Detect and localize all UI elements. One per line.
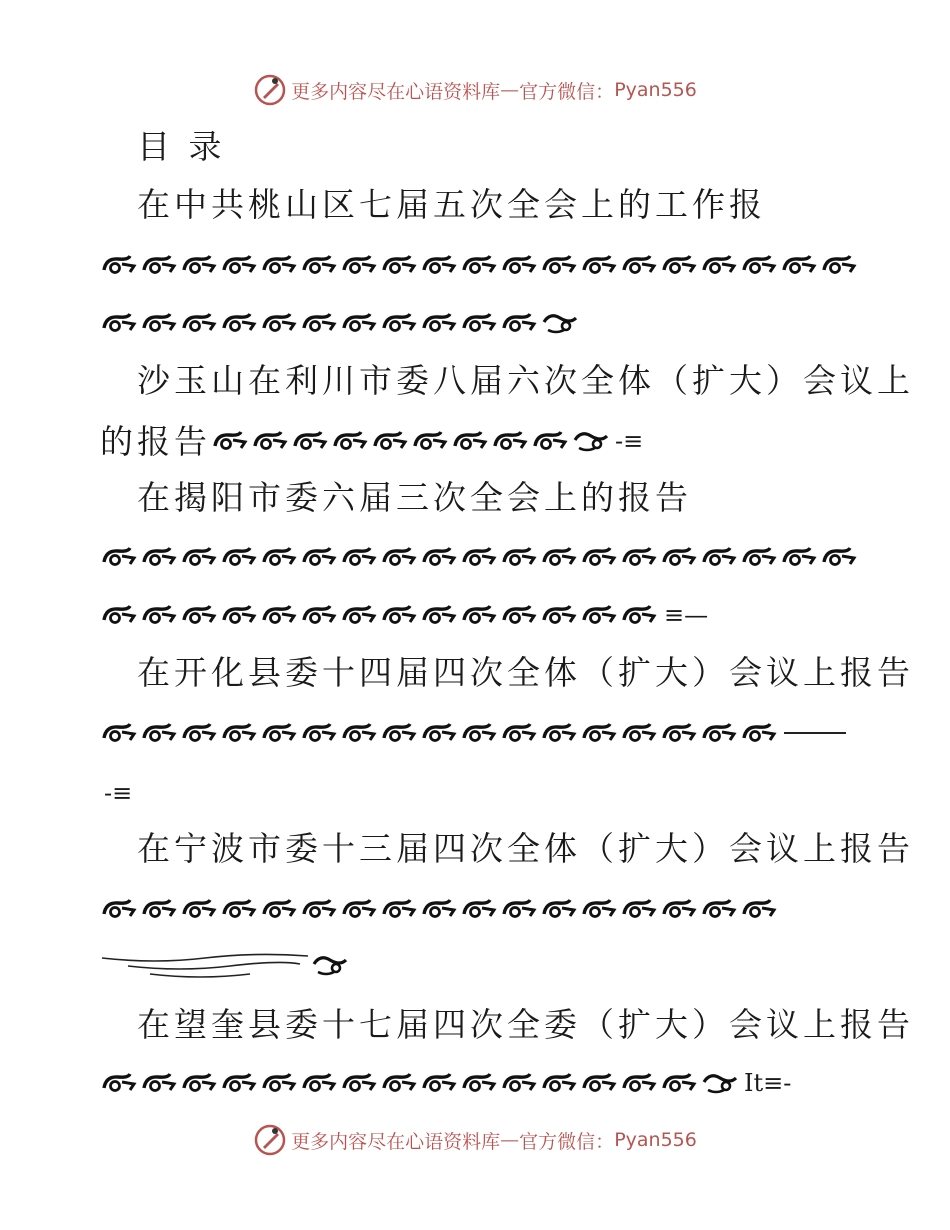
banner-main-text: 更多内容尽在心语资料库	[291, 80, 501, 103]
wave-leader-icon	[100, 950, 310, 980]
banner-separator: —	[500, 1129, 520, 1151]
leader-ornament-icon	[340, 718, 380, 748]
leader-ornament-icon	[260, 1068, 300, 1098]
page-mark: -≡	[104, 779, 133, 807]
leader-ornament-icon	[420, 1068, 460, 1098]
leader-ornament-icon	[620, 1068, 660, 1098]
leader-ornament-icon	[500, 542, 540, 572]
leader-ornament-icon	[700, 894, 740, 924]
leader-ornament-icon	[100, 600, 140, 630]
leader-ornament-icon	[460, 250, 500, 280]
leader-ornament-icon	[420, 718, 460, 748]
leader-ornament-icon	[220, 1068, 260, 1098]
leader-ornament-icon	[300, 1068, 340, 1098]
leader-ornament-icon	[780, 250, 820, 280]
leader-ornament-icon	[411, 426, 451, 456]
leader-ornament-icon	[500, 894, 540, 924]
leader-ornament-icon	[500, 718, 540, 748]
page-mark: ≡—	[664, 601, 709, 629]
toc-leader-row	[100, 540, 860, 574]
leader-ornament-icon	[260, 894, 300, 924]
leader-ornament-icon	[340, 542, 380, 572]
leader-ornament-icon	[371, 426, 411, 456]
leader-ornament-icon	[380, 542, 420, 572]
leader-ornament-icon	[420, 894, 460, 924]
toc-entry-4-title: 在开化县委十四届四次全体（扩大）会议上报告	[137, 653, 914, 692]
leader-ornament-icon	[491, 426, 531, 456]
leader-ornament-icon	[300, 894, 340, 924]
leader-ornament-icon	[260, 308, 300, 338]
curl-ornament-icon	[700, 1068, 740, 1098]
leader-ornament-icon	[700, 250, 740, 280]
leader-ornament-icon	[180, 1068, 220, 1098]
banner-official-label: 官方微信：	[519, 1130, 615, 1153]
leader-ornament-icon	[380, 894, 420, 924]
leader-ornament-icon	[140, 1068, 180, 1098]
toc-entry-5-title: 在宁波市委十三届四次全体（扩大）会议上报告	[137, 829, 914, 868]
leader-ornament-icon	[100, 718, 140, 748]
toc-entry-6-title: 在望奎县委十七届四次全委（扩大）会议上报告	[137, 1005, 914, 1044]
toc-leader-row	[100, 716, 846, 750]
leader-ornament-icon	[180, 308, 220, 338]
leader-ornament-icon	[331, 426, 371, 456]
page-mark: -≡	[615, 427, 644, 455]
leader-ornament-icon	[460, 600, 500, 630]
leader-ornament-icon	[540, 718, 580, 748]
leader-ornament-icon	[740, 250, 780, 280]
leader-ornament-icon	[780, 542, 820, 572]
toc-entry-6-leader	[100, 1066, 791, 1100]
leader-ornament-icon	[340, 1068, 380, 1098]
leader-ornament-icon	[460, 542, 500, 572]
leader-ornament-icon	[140, 600, 180, 630]
banner-official-label: 官方微信：	[519, 80, 615, 103]
leader-ornament-icon	[540, 600, 580, 630]
leader-ornament-icon	[460, 718, 500, 748]
leader-ornament-icon	[300, 600, 340, 630]
leader-ornament-icon	[540, 1068, 580, 1098]
leader-ornament-icon	[340, 308, 380, 338]
leader-ornament-icon	[380, 308, 420, 338]
leader-ornament-icon	[300, 308, 340, 338]
leader-ornament-icon	[740, 718, 780, 748]
toc-wave-row	[100, 948, 350, 982]
leader-ornament-icon	[660, 250, 700, 280]
toc-leader-row	[100, 248, 860, 282]
footer-banner	[0, 1120, 950, 1160]
leader-ornament-icon	[660, 894, 700, 924]
leader-ornament-icon	[660, 1068, 700, 1098]
leader-ornament-icon	[700, 718, 740, 748]
toc-entry-2-leader	[100, 421, 644, 461]
leader-ornament-icon	[340, 600, 380, 630]
leader-ornament-icon	[180, 600, 220, 630]
leader-ornament-icon	[580, 542, 620, 572]
leader-ornament-icon	[531, 426, 571, 456]
banner-separator: —	[500, 79, 520, 101]
leader-ornament-icon	[180, 542, 220, 572]
toc-heading: 目 录	[137, 127, 226, 166]
leader-ornament-icon	[251, 426, 291, 456]
curl-ornament-icon	[310, 950, 350, 980]
leader-ornament-icon	[540, 894, 580, 924]
leader-ornament-icon	[100, 542, 140, 572]
leader-ornament-icon	[220, 718, 260, 748]
leader-ornament-icon	[620, 250, 660, 280]
leader-ornament-icon	[180, 718, 220, 748]
leader-ornament-icon	[420, 542, 460, 572]
leader-ornament-icon	[180, 250, 220, 280]
leader-ornament-icon	[660, 542, 700, 572]
leader-ornament-icon	[580, 250, 620, 280]
leader-ornament-icon	[260, 542, 300, 572]
leader-ornament-icon	[220, 542, 260, 572]
toc-entry-1-title: 在中共桃山区七届五次全会上的工作报	[137, 185, 766, 224]
leader-ornament-icon	[740, 894, 780, 924]
leader-ornament-icon	[420, 308, 460, 338]
toc-entry-3-title: 在揭阳市委六届三次全会上的报告	[137, 478, 692, 517]
leader-ornament-icon	[220, 308, 260, 338]
leader-ornament-icon	[820, 542, 860, 572]
leader-ornament-icon	[820, 250, 860, 280]
leader-ornament-icon	[540, 250, 580, 280]
leader-ornament-icon	[100, 1068, 140, 1098]
leader-ornament-icon	[580, 1068, 620, 1098]
leader-ornament-icon	[260, 600, 300, 630]
leader-ornament-icon	[140, 308, 180, 338]
leader-ornament-icon	[660, 718, 700, 748]
banner-brand: Pyan556	[614, 1129, 697, 1151]
curl-ornament-icon	[571, 426, 611, 456]
leader-ornament-icon	[460, 308, 500, 338]
leader-ornament-icon	[220, 894, 260, 924]
leader-ornament-icon	[300, 718, 340, 748]
leader-ornament-icon	[580, 600, 620, 630]
leader-ornament-icon	[620, 894, 660, 924]
leader-ornament-icon	[500, 1068, 540, 1098]
leader-ornament-icon	[220, 250, 260, 280]
toc-entry-2-title-cont: 的报告	[100, 421, 211, 461]
leader-ornament-icon	[260, 718, 300, 748]
leader-ornament-icon	[340, 250, 380, 280]
leader-ornament-icon	[380, 718, 420, 748]
leader-ornament-icon	[340, 894, 380, 924]
leader-ornament-icon	[380, 600, 420, 630]
leader-ornament-icon	[211, 426, 251, 456]
leader-ornament-icon	[100, 894, 140, 924]
pen-logo-icon	[253, 73, 287, 107]
leader-ornament-icon	[140, 250, 180, 280]
leader-ornament-icon	[291, 426, 331, 456]
leader-ornament-icon	[451, 426, 491, 456]
leader-ornament-icon	[500, 308, 540, 338]
leader-ornament-icon	[420, 250, 460, 280]
header-banner	[0, 70, 950, 110]
leader-ornament-icon	[580, 718, 620, 748]
leader-ornament-icon	[100, 308, 140, 338]
leader-ornament-icon	[380, 1068, 420, 1098]
curl-ornament-icon	[540, 308, 580, 338]
leader-ornament-icon	[140, 718, 180, 748]
toc-leader-row	[100, 306, 580, 340]
leader-ornament-icon	[580, 894, 620, 924]
banner-brand: Pyan556	[614, 79, 697, 101]
toc-leader-row	[100, 598, 708, 632]
toc-leader-row	[100, 892, 780, 926]
leader-ornament-icon	[140, 542, 180, 572]
leader-ornament-icon	[220, 600, 260, 630]
leader-ornament-icon	[180, 894, 220, 924]
leader-ornament-icon	[300, 542, 340, 572]
leader-ornament-icon	[620, 542, 660, 572]
leader-dash	[784, 732, 846, 734]
leader-ornament-icon	[140, 894, 180, 924]
leader-ornament-icon	[380, 250, 420, 280]
leader-ornament-icon	[300, 250, 340, 280]
leader-ornament-icon	[260, 250, 300, 280]
leader-ornament-icon	[620, 600, 660, 630]
leader-ornament-icon	[500, 600, 540, 630]
banner-main-text: 更多内容尽在心语资料库	[291, 1130, 501, 1153]
leader-ornament-icon	[540, 542, 580, 572]
leader-ornament-icon	[500, 250, 540, 280]
toc-entry-2-title: 沙玉山在利川市委八届六次全体（扩大）会议上	[137, 361, 914, 400]
leader-ornament-icon	[100, 250, 140, 280]
leader-ornament-icon	[460, 894, 500, 924]
leader-ornament-icon	[460, 1068, 500, 1098]
page-mark: It≡-	[744, 1069, 792, 1097]
leader-ornament-icon	[420, 600, 460, 630]
leader-ornament-icon	[620, 718, 660, 748]
pen-logo-icon	[253, 1123, 287, 1157]
leader-ornament-icon	[700, 542, 740, 572]
leader-ornament-icon	[740, 542, 780, 572]
